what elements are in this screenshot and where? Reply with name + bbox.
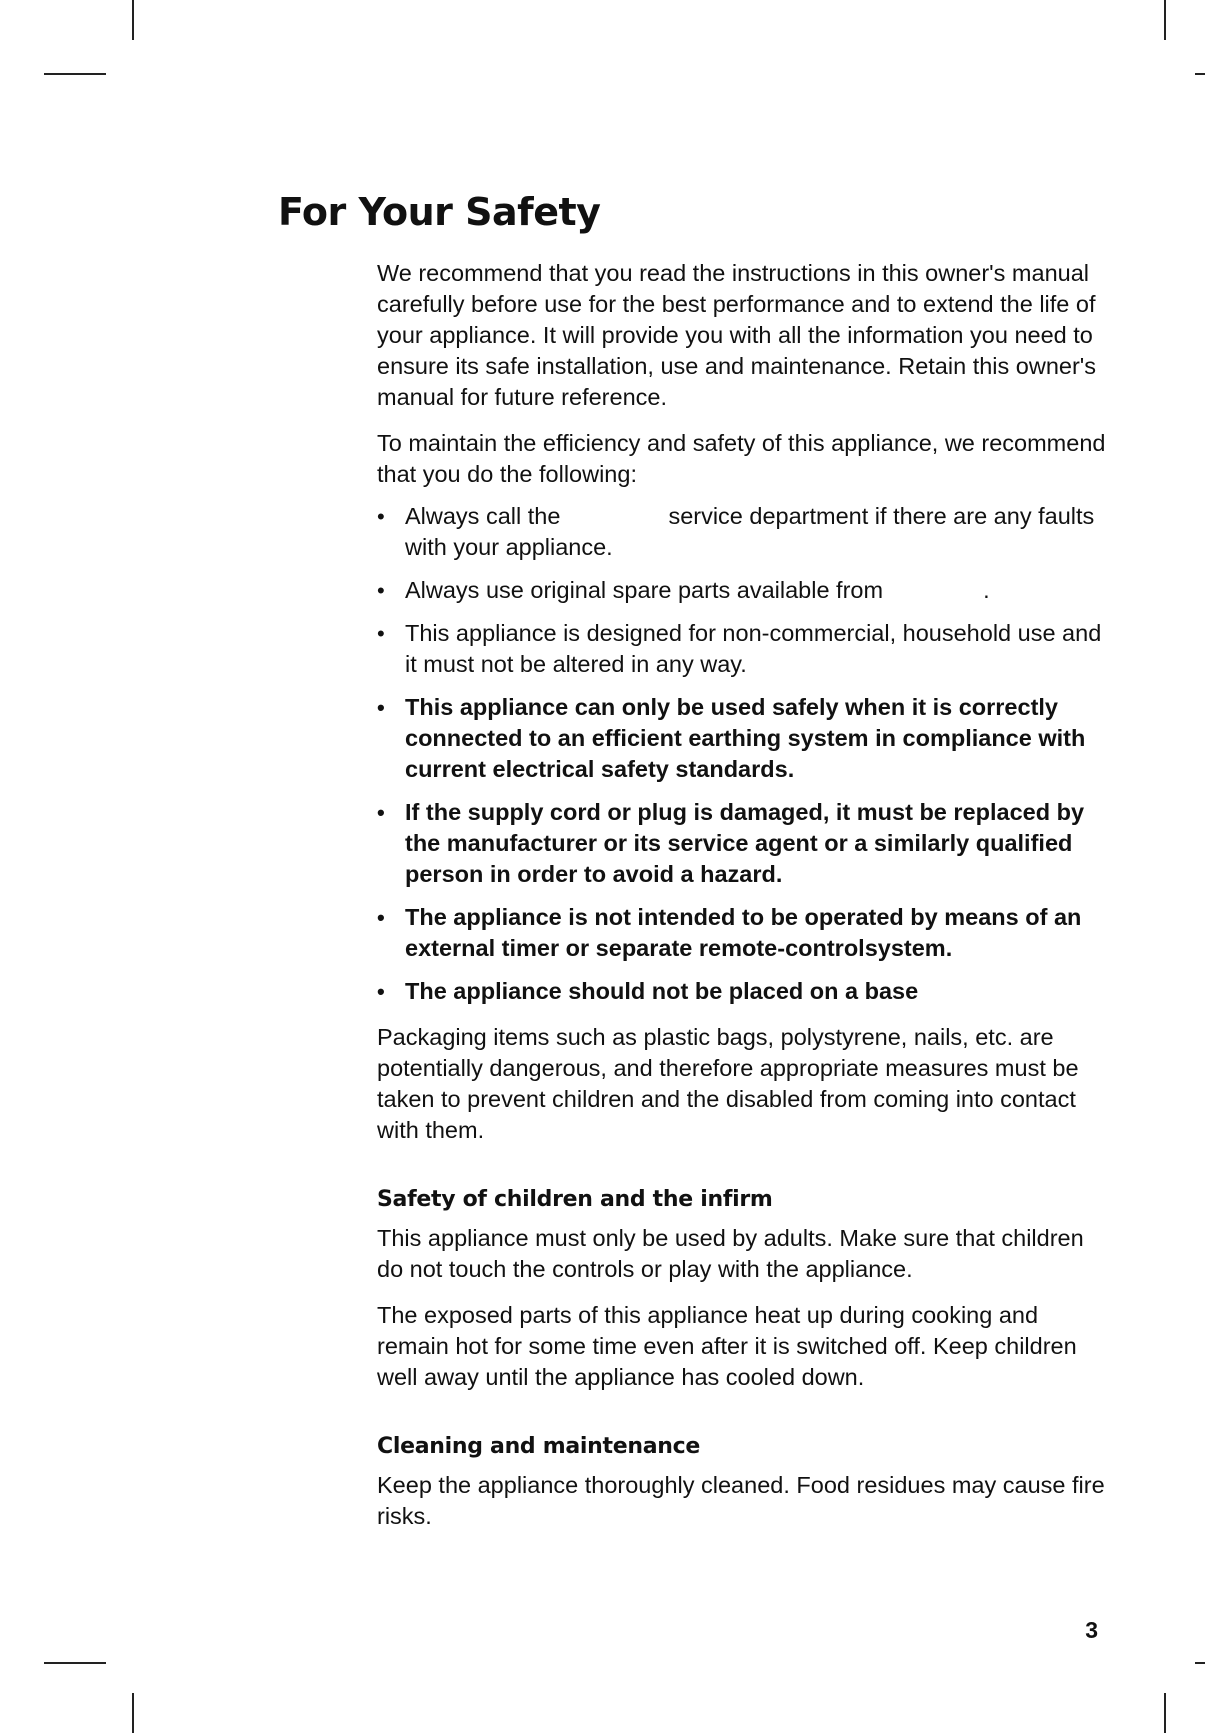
crop-mark (1195, 1662, 1205, 1664)
children-paragraph: This appliance must only be used by adults. Make sure that children do not touch the controls or play with the appliance. (377, 1225, 1084, 1282)
page-title: For Your Safety (278, 190, 601, 234)
page-number: 3 (1085, 1617, 1098, 1643)
crop-mark (132, 1693, 134, 1733)
list-item: • If the supply cord or plug is damaged, it must be replaced by the manufacturer or its service agent or a similarly qualified person in order to avoid a hazard. (377, 797, 1109, 890)
list-item (377, 575, 1109, 606)
list-item: • This appliance is designed for non-commercial, household use and it must not be altered in any way. (377, 618, 1109, 680)
safety-list (377, 501, 1109, 1007)
list-item: • The appliance should not be placed on a base (377, 976, 1109, 1007)
list-item-text: Always use original spare parts available from (405, 577, 884, 603)
list-item-text: . (983, 577, 990, 603)
list-item: • This appliance can only be used safely when it is correctly connected to an efficient earthing system in compliance with current electrical safety standards. (377, 692, 1109, 785)
children-paragraph: The exposed parts of this appliance heat up during cooking and remain hot for some time even after it is switched off. Keep children well away until the appliance has cooled down. (377, 1302, 1077, 1390)
list-item-text: service department if there are any faults with your appliance. (405, 503, 1095, 560)
document-body (377, 258, 1109, 1532)
list-item-text: Always call the (405, 503, 561, 529)
crop-mark (1164, 1693, 1166, 1733)
crop-mark (44, 1662, 106, 1664)
crop-mark (1164, 0, 1166, 40)
section-heading-children: Safety of children and the infirm (377, 1187, 773, 1212)
cleaning-paragraph: Keep the appliance thoroughly cleaned. Food residues may cause fire risks. (377, 1472, 1105, 1529)
list-item: • The appliance is not intended to be operated by means of an external timer or separate remote-controlsystem. (377, 902, 1109, 964)
intro-paragraph: To maintain the efficiency and safety of this appliance, we recommend that you do the following: (377, 430, 1106, 487)
intro-paragraph: We recommend that you read the instructions in this owner's manual carefully before use for the best performance and to extend the life of your appliance. It will provide you with all the information you need to ensure its safe installation, use and maintenance. Retain this owner's manual for future reference. (377, 260, 1097, 410)
list-item (377, 501, 1109, 563)
crop-mark (44, 73, 106, 75)
section-heading-cleaning: Cleaning and maintenance (377, 1434, 700, 1459)
crop-mark (132, 0, 134, 40)
crop-mark (1195, 73, 1205, 75)
packaging-paragraph: Packaging items such as plastic bags, polystyrene, nails, etc. are potentially dangerous, and therefore appropriate measures must be taken to prevent children and the disabled from coming into contact with them. (377, 1024, 1079, 1143)
